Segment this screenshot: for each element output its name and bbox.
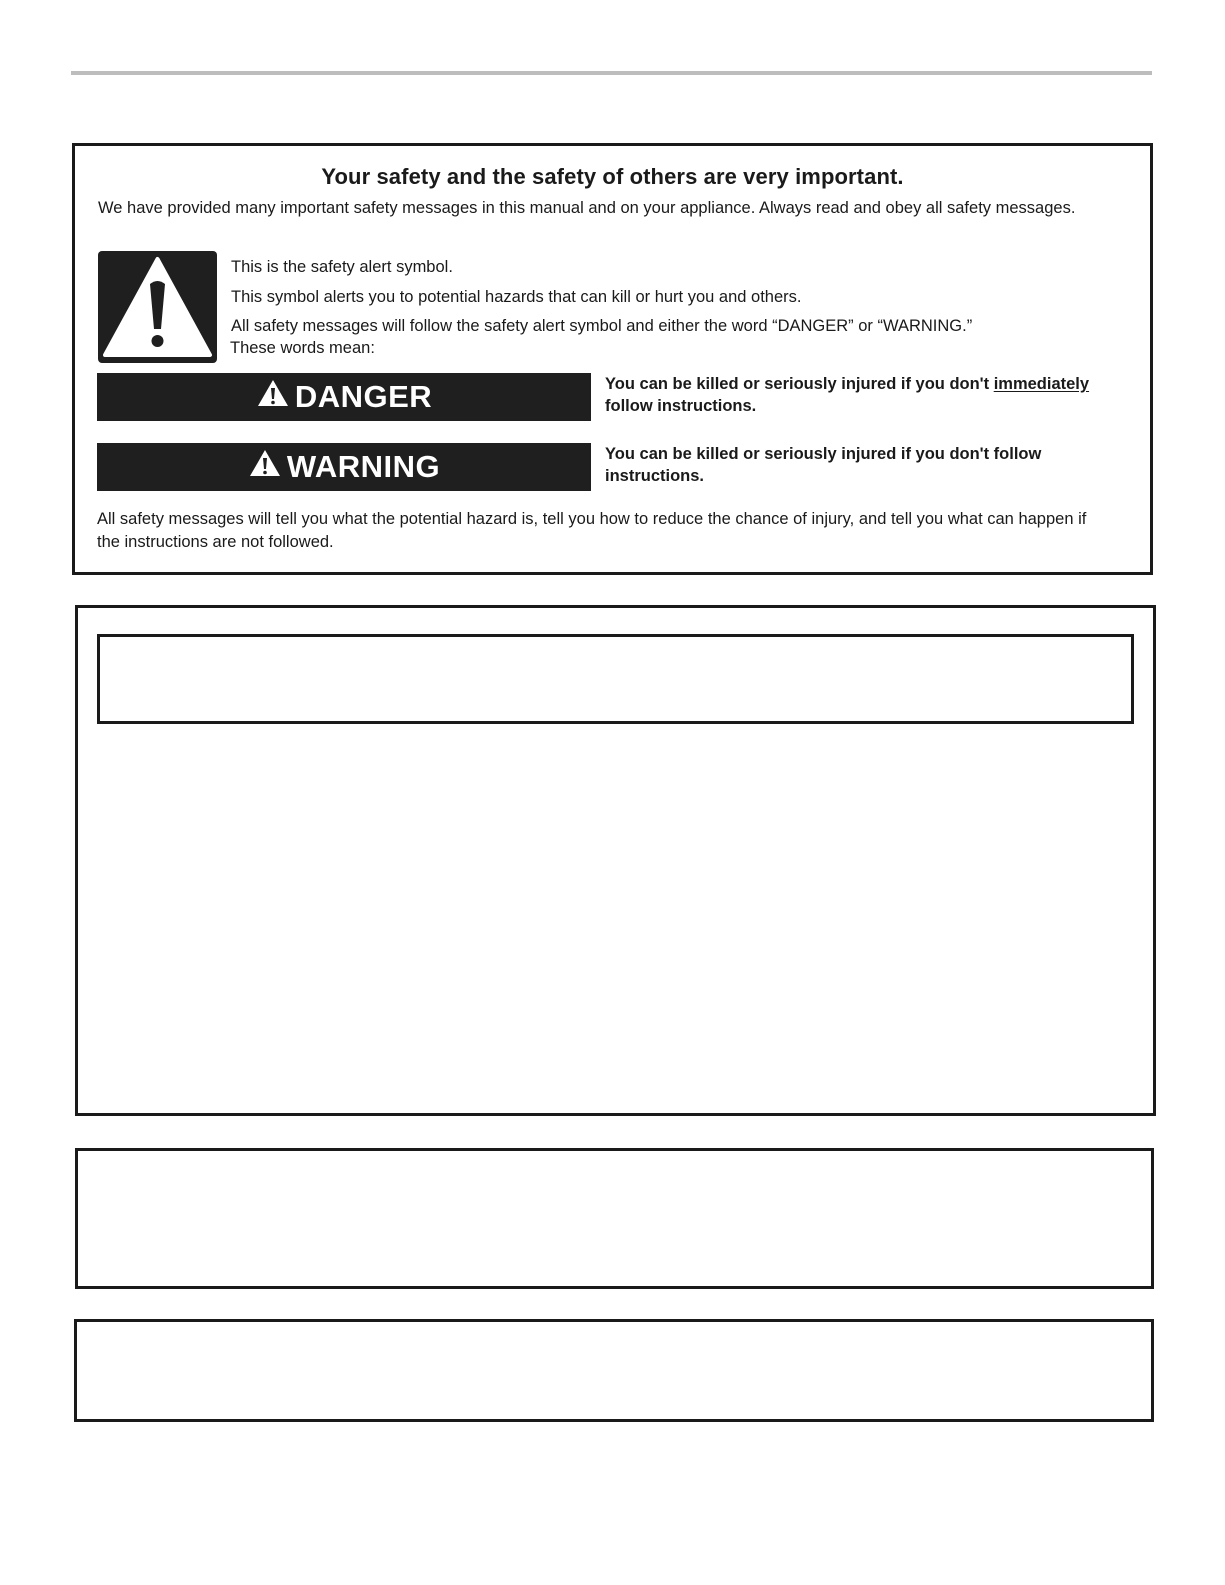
warning-label: WARNING	[286, 449, 441, 484]
blank-notice-box	[75, 1148, 1154, 1289]
symbol-description-line: These words mean:	[230, 339, 375, 357]
symbol-description-line: All safety messages will follow the safety alert symbol and either the word “DANGER” or “WARNING.”	[231, 317, 973, 335]
symbol-description-line: This is the safety alert symbol.	[231, 258, 453, 276]
blank-warning-header-box	[97, 634, 1134, 724]
top-rule	[71, 71, 1152, 75]
danger-signal-bar	[97, 373, 591, 421]
safety-alert-triangle-icon	[98, 251, 217, 363]
blank-warning-box	[75, 605, 1156, 1116]
safety-information-box	[72, 143, 1153, 575]
danger-meaning-text	[605, 373, 1135, 417]
warning-meaning-text: You can be killed or seriously injured if you don't follow instructions.	[605, 445, 1042, 485]
danger-meaning-start: You can be killed or seriously injured if you don't	[605, 375, 994, 393]
danger-alert-icon	[256, 378, 290, 416]
danger-meaning-end: follow instructions.	[605, 397, 757, 415]
danger-label: DANGER	[294, 379, 433, 414]
symbol-description-line: This symbol alerts you to potential hazards that can kill or hurt you and others.	[231, 288, 802, 306]
warning-alert-icon	[248, 448, 282, 486]
safety-headline: Your safety and the safety of others are very important.	[321, 164, 904, 189]
danger-meaning-emphasis: immediately	[993, 375, 1090, 393]
blank-notice-box	[74, 1319, 1154, 1422]
warning-signal-bar	[97, 443, 591, 491]
safety-footer-text: All safety messages will tell you what the potential hazard is, tell you how to reduce the chance of injury, and tell you what can happen if the instructions are not followed.	[97, 510, 1087, 551]
safety-intro-text: We have provided many important safety messages in this manual and on your appliance. Always read and obey all safety messages.	[98, 199, 1076, 217]
